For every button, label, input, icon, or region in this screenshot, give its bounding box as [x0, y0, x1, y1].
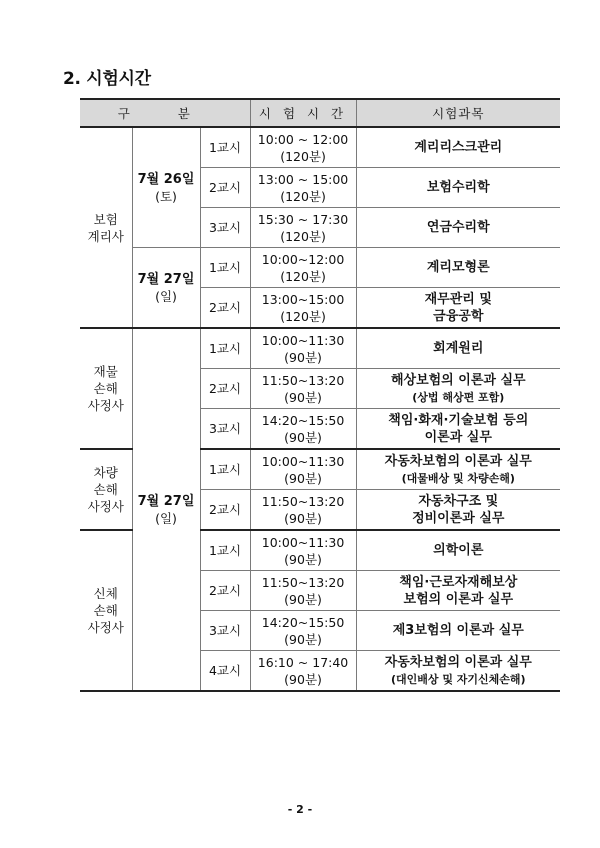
subject-cell: 책임·화재·기술보험 등의 이론과 실무 [356, 409, 560, 450]
time-cell: 14:20~15:50 (90분) [250, 611, 356, 651]
section-heading: 2. 시험시간 [63, 69, 151, 89]
period-cell: 1교시 [200, 449, 250, 490]
exam-schedule-table [80, 98, 560, 692]
period-cell: 2교시 [200, 168, 250, 208]
time-cell: 13:00~15:00 (120분) [250, 288, 356, 329]
subject-cell: 계리모형론 [356, 248, 560, 288]
subject-cell: 자동차구조 및 정비이론과 실무 [356, 490, 560, 531]
subject-cell: 계리리스크관리 [356, 127, 560, 168]
period-cell: 3교시 [200, 208, 250, 248]
time-cell: 13:00 ~ 15:00 (120분) [250, 168, 356, 208]
table-row [80, 127, 560, 168]
subject-cell: 회계원리 [356, 328, 560, 369]
time-cell: 11:50~13:20 (90분) [250, 571, 356, 611]
time-cell: 15:30 ~ 17:30 (120분) [250, 208, 356, 248]
period-cell: 2교시 [200, 369, 250, 409]
subject-cell: 연금수리학 [356, 208, 560, 248]
table-row [80, 328, 560, 369]
period-cell: 2교시 [200, 571, 250, 611]
subject-cell: 재무관리 및 금융공학 [356, 288, 560, 329]
time-cell: 10:00~11:30 (90분) [250, 530, 356, 571]
period-cell: 3교시 [200, 611, 250, 651]
subject-cell: 제3보험의 이론과 실무 [356, 611, 560, 651]
group-vehicle: 차량 손해 사정사 [80, 449, 132, 530]
period-cell: 2교시 [200, 288, 250, 329]
header-subject: 시험과목 [356, 99, 560, 127]
time-cell: 10:00~11:30 (90분) [250, 328, 356, 369]
table-header-row [80, 99, 560, 127]
subject-cell: 보험수리학 [356, 168, 560, 208]
subject-cell: 자동차보험의 이론과 실무 (대인배상 및 자기신체손해) [356, 651, 560, 692]
period-cell: 3교시 [200, 409, 250, 450]
time-cell: 10:00 ~ 12:00 (120분) [250, 127, 356, 168]
date-cell: 7월 26일 (토) [132, 127, 200, 248]
time-cell: 11:50~13:20 (90분) [250, 369, 356, 409]
page-number: - 2 - [287, 803, 313, 816]
time-cell: 10:00~11:30 (90분) [250, 449, 356, 490]
table-row [80, 248, 560, 288]
subject-cell: 책임·근로자재해보상 보험의 이론과 실무 [356, 571, 560, 611]
period-cell: 1교시 [200, 328, 250, 369]
subject-cell: 해상보험의 이론과 실무 (상법 해상편 포함) [356, 369, 560, 409]
time-cell: 16:10 ~ 17:40 (90분) [250, 651, 356, 692]
group-actuary: 보험 계리사 [80, 127, 132, 328]
group-body: 신체 손해 사정사 [80, 530, 132, 691]
period-cell: 2교시 [200, 490, 250, 531]
header-exam-time: 시 험 시 간 [250, 99, 356, 127]
group-property: 재물 손해 사정사 [80, 328, 132, 449]
time-cell: 11:50~13:20 (90분) [250, 490, 356, 531]
time-cell: 10:00~12:00 (120분) [250, 248, 356, 288]
subject-cell: 의학이론 [356, 530, 560, 571]
period-cell: 1교시 [200, 248, 250, 288]
header-category: 구 분 [80, 99, 250, 127]
period-cell: 1교시 [200, 127, 250, 168]
subject-cell: 자동차보험의 이론과 실무 (대물배상 및 차량손해) [356, 449, 560, 490]
period-cell: 1교시 [200, 530, 250, 571]
time-cell: 14:20~15:50 (90분) [250, 409, 356, 450]
date-cell: 7월 27일 (일) [132, 328, 200, 691]
date-cell: 7월 27일 (일) [132, 248, 200, 329]
period-cell: 4교시 [200, 651, 250, 692]
